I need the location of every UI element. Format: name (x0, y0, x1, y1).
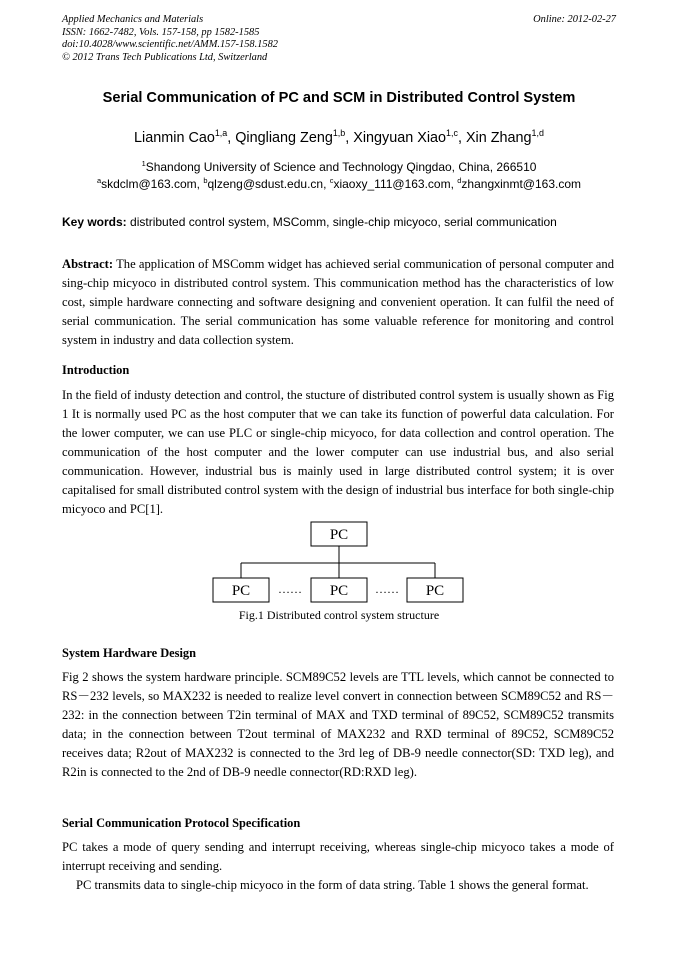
paper-title: Serial Communication of PC and SCM in Distributed Control System (102, 90, 576, 106)
journal-name: Applied Mechanics and Materials (62, 14, 204, 25)
section-heading-hardware: System Hardware Design (62, 646, 196, 660)
protocol-paragraph: PC takes a mode of query sending and interrupt receiving, whereas single-chip micyoco takes a mode of interrupt receiving and sending. (62, 840, 614, 873)
introduction-paragraph: In the field of industy detection and control, the stucture of distributed control system is usually shown as Fig 1 It is normally used PC as the host computer that we can take its function of powerful data calculation. For the lower computer, we can use PLC or single-chip micyoco, for data collection and control operation. The communication of the host computer and the lower computer can use industrial bus, and also serial communication. However, industrial bus is mainly used in large distributed control system; it is over capitalised for small distributed control system with the design of industrial bus interface for both single-chip micyoco and PC[1]. (62, 388, 614, 516)
doi-line: doi:10.4028/www.scientific.net/AMM.157-158.1582 (62, 39, 278, 51)
hardware-paragraph: Fig 2 shows the system hardware principle. SCM89C52 levels are TTL levels, which cannot be connected to RS－232 levels, so MAX232 is needed to realize level convert in connection between SCM89C52 and RS－232: in the connection between T2in terminal of MAX and TXD terminal of 89C52, SCM89C52 transmits data; in the connection between T2out terminal of MAX232 and RXD terminal of 89C52, SCM89C52 receives data; R2out of MAX232 is connected to the 3rd leg of DB-9 needle connector(SD: TXD leg), and R2in is connected to the 2nd of DB-9 needle connector(RD:RXD leg). (62, 670, 614, 779)
email-list: $^a$skdclm@163.com, $^b$qlzeng@sdust.edu.cn, $^c$xiaoxy_111@163.com, $^d$zhangxinmt@163.com (96, 176, 581, 191)
section-heading-protocol: Serial Communication Protocol Specification (62, 816, 301, 830)
section-heading-introduction: Introduction (62, 363, 130, 377)
abstract-text: The application of MSComm widget has achieved serial communication of personal computer and sing-chip micyoco in distributed control system. This communication method has the characteristics of low cost, simple hardware connecting and software designing and convenient operation. It can fulfil the need of serial communication. The serial communication has some valuable reference for monitoring and control system in industry and data collection system. (62, 257, 614, 347)
online-date: Online: 2012-02-27 (533, 14, 616, 25)
lower-pc-label: PC (231, 583, 251, 599)
ellipsis-dots: …… (278, 582, 302, 596)
copyright-line: © 2012 Trans Tech Publications Ltd, Switzerland (62, 51, 268, 63)
lower-pc-label: PC (425, 583, 445, 599)
ellipsis-dots: …… (375, 582, 399, 596)
lower-pc-label: PC (329, 583, 349, 599)
author: Lianmin Cao$^{1,a}$, (134, 128, 236, 146)
author: Xingyuan Xiao$^{1,c}$, (353, 128, 466, 146)
keywords-text: distributed control system, MSComm, single-chip micyoco, serial communication (126, 215, 557, 229)
host-pc-label: PC (329, 527, 349, 543)
abstract-label: Abstract: (62, 257, 114, 271)
author: Xin Zhang$^{1,d}$ (465, 128, 544, 146)
protocol-paragraph: PC transmits data to single-chip micyoco in the form of data string. Table 1 shows the general format. (76, 878, 589, 892)
author: Qingliang Zeng$^{1,b}$, (235, 128, 354, 146)
issn-line: ISSN: 1662-7482, Vols. 157-158, pp 1582-1585 (62, 26, 260, 38)
affiliation: $^1$Shandong University of Science and Technology Qingdao, China, 266510 (141, 159, 537, 174)
figure-caption: Fig.1 Distributed control system structure (238, 608, 440, 622)
keywords-label: Key words: (62, 215, 127, 229)
